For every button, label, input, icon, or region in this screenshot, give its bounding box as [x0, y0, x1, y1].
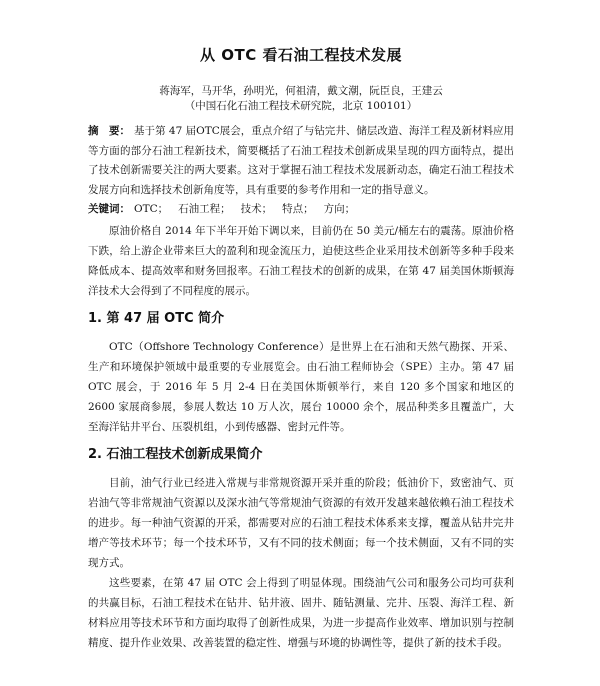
abstract	[88, 122, 514, 200]
keyword: 石油工程；	[178, 203, 231, 215]
section-2-heading: 2. 石油工程技术创新成果简介	[88, 447, 263, 462]
section-1-paragraph: OTC（Offshore Technology Conference）是世界上在石油和天然气勘探、开采、生产和环境保护领域中最重要的专业展览会。由石油工程师协会（SPE）主办。第 47 届 OTC 展会，于 2016 年 5 月 2-4 日在美国休斯顿举行，来自 120 多个国家和地区的 2600 家展商参展，参展人数达 10 万人次，展台 10000 余个，展品种类多且覆盖广，大至海洋钻井平台、压裂机组，小到传感器、密封元件等。	[88, 341, 514, 433]
abstract-text: 基于第 47 届OTC展会，重点介绍了与钻完井、储层改造、海洋工程及新材料应用等方面的部分石油工程新技术，简要概括了石油工程技术创新成果呈现的四方面特点，提出了技术创新需要关注的两大要素。这对于掌握石油工程技术发展新动态，确定石油工程技术发展方向和选择技术创新角度等，具有重要的参考作用和一定的指导意义。	[88, 125, 515, 196]
section-2-paragraph: 目前，油气行业已经进入常规与非常规资源开采并重的阶段；低油价下，致密油气、页岩油气等非常规油气资源以及深水油气等常规油气资源的有效开发越来越依赖石油工程技术的进步。每一种油气资源的开采，都需要对应的石油工程技术体系来支撑，覆盖从钻井完井增产等技术环节；每一个技术环节，又有不同的技术侧面；每一个技术侧面，又有不同的实现方式。	[88, 477, 514, 569]
section-2-paragraph: 这些要素，在第 47 届 OTC 会上得到了明显体现。围绕油气公司和服务公司均可获利的共赢目标，石油工程技术在钻井、钻井液、固井、随钻测量、完井、压裂、海洋工程、新材料应用等技术环节和方面均取得了创新性成果，为进一步提高作业效率、增加识别与控制精度、提升作业效果、改善装置的稳定性、增强与环境的协调性等，提供了新的技术手段。	[88, 577, 514, 649]
keyword: OTC；	[134, 203, 169, 215]
paper-title: 从 OTC 看石油工程技术发展	[200, 46, 402, 64]
abstract-label: 摘 要：	[88, 125, 131, 137]
keyword: 方向；	[323, 203, 356, 215]
keyword: 技术；	[240, 203, 273, 215]
section-1-heading: 1. 第 47 届 OTC 简介	[88, 311, 225, 326]
paper-affiliation: （中国石化石油工程技术研究院，北京 100101）	[184, 100, 418, 112]
keyword: 特点；	[282, 203, 314, 215]
paper-authors: 蒋海军，马开华，孙明光，何祖清，戴文潮，阮臣良，王建云	[159, 85, 443, 97]
keywords-label: 关键词：	[88, 203, 130, 215]
keywords	[88, 200, 514, 219]
intro-paragraph: 原油价格自 2014 年下半年开始下调以来，目前仍在 50 美元/桶左右的震荡。原油价格下跌，给上游企业带来巨大的盈利和现金流压力，迫使这些企业采用技术创新等多种手段来降低成本、提高效率和财务回报率。石油工程技术的创新的成果，在第 47 届美国休斯顿海洋技术大会得到了不同程度的展示。	[88, 225, 514, 297]
